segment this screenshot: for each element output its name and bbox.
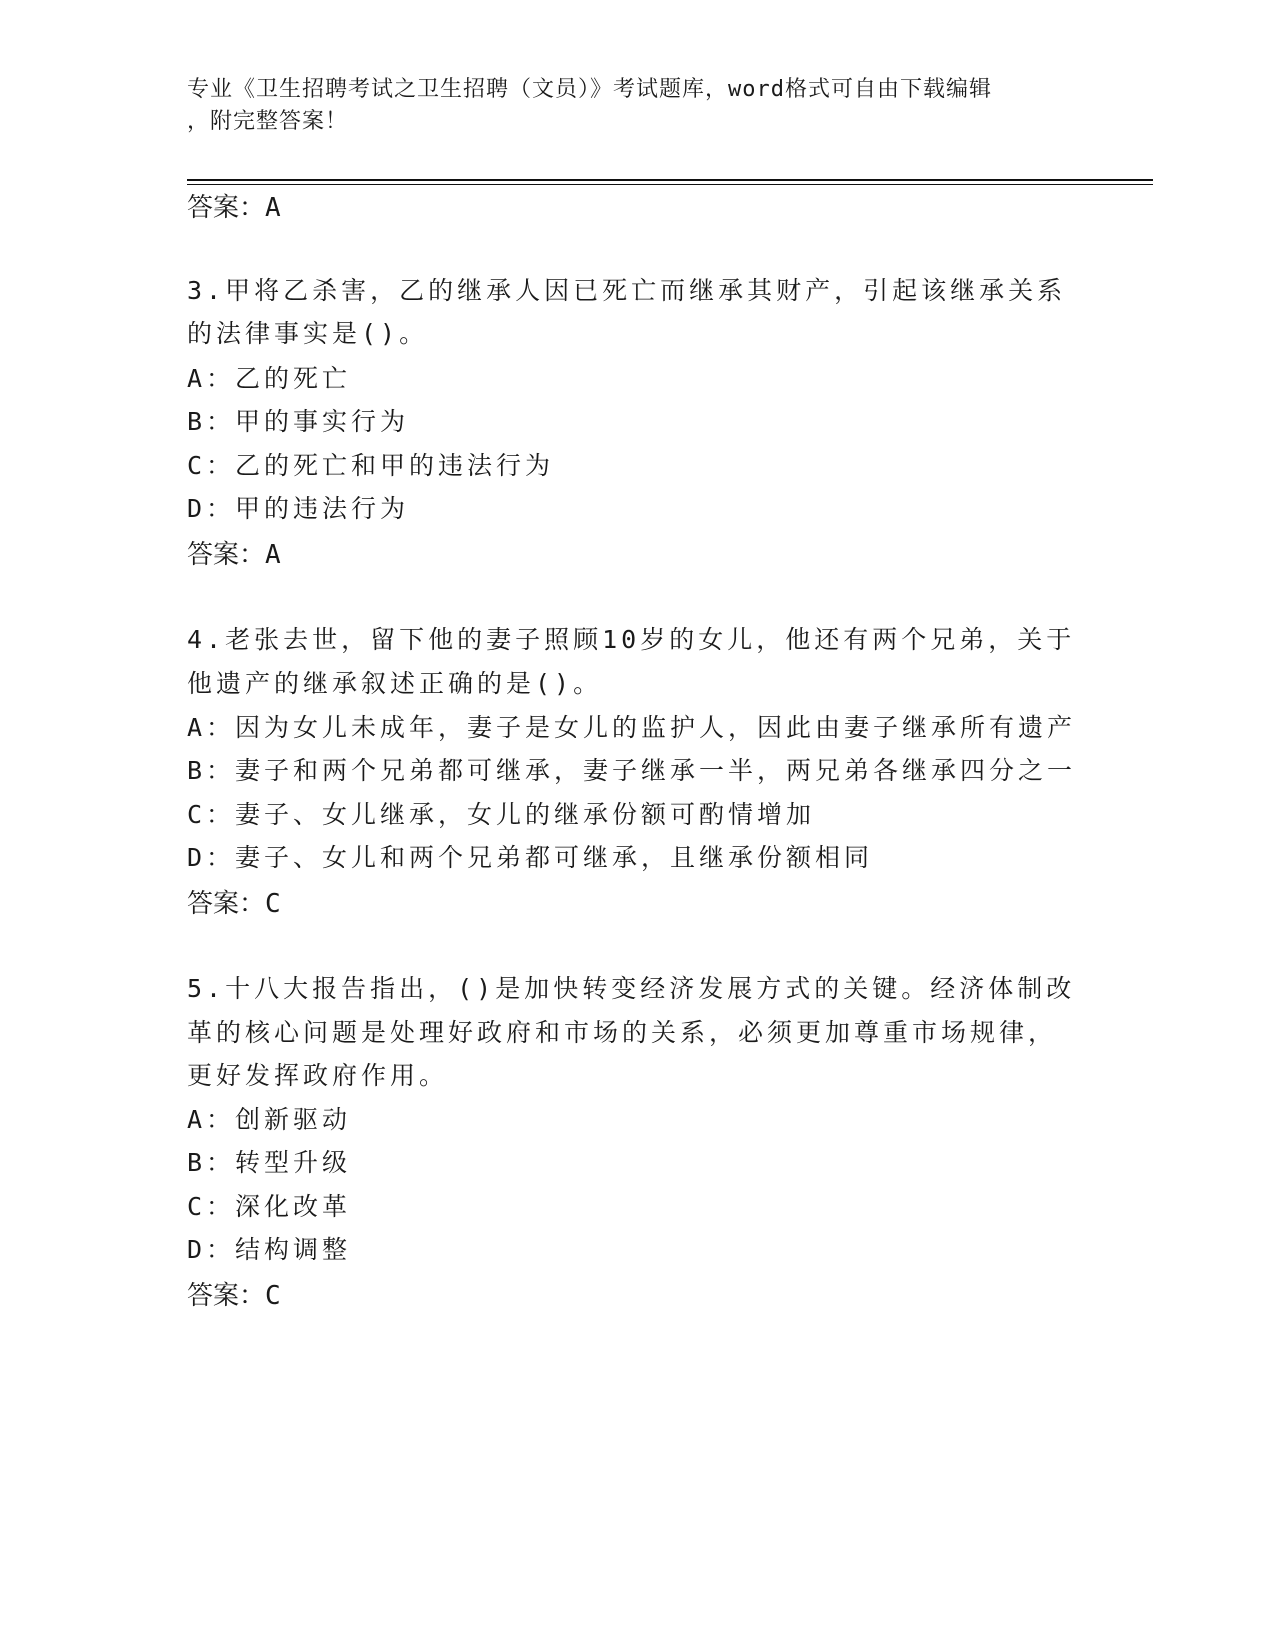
- question-5-option-d: D：结构调整: [187, 1235, 352, 1264]
- question-4-answer: [187, 889, 281, 919]
- question-5-answer: [187, 1281, 281, 1311]
- answer-label: 答案：: [187, 889, 266, 919]
- question-5-stem-line-2: 革的核心问题是处理好政府和市场的关系，必须更加尊重市场规律，: [187, 1018, 1058, 1047]
- header-line-2: ，附完整答案！: [187, 109, 349, 134]
- question-4-stem-line-2: 他遗产的继承叙述正确的是()。: [187, 669, 603, 698]
- answer-line-prev: [187, 193, 281, 223]
- question-4-option-b: B：妻子和两个兄弟都可继承，妻子继承一半，两兄弟各继承四分之一: [187, 756, 1077, 785]
- answer-value: A: [265, 193, 281, 223]
- question-3-answer: [187, 540, 281, 570]
- document-header: [187, 74, 1067, 138]
- question-3-stem-line-1: 3.甲将乙杀害，乙的继承人因已死亡而继承其财产，引起该继承关系: [187, 276, 1067, 305]
- header-line-1: 专业《卫生招聘考试之卫生招聘（文员）》考试题库，word格式可自由下载编辑: [187, 77, 992, 102]
- question-4-option-a: A：因为女儿未成年，妻子是女儿的监护人，因此由妻子继承所有遗产: [187, 713, 1077, 742]
- question-3-option-d: D：甲的违法行为: [187, 494, 410, 523]
- question-5-stem-line-1: 5.十八大报告指出，()是加快转变经济发展方式的关键。经济体制改: [187, 974, 1076, 1003]
- question-3-stem-line-2: 的法律事实是()。: [187, 319, 429, 348]
- question-5-option-c: C：深化改革: [187, 1192, 352, 1221]
- question-4-option-d: D：妻子、女儿和两个兄弟都可继承，且继承份额相同: [187, 843, 874, 872]
- question-5-option-a: A：创新驱动: [187, 1105, 352, 1134]
- question-3-option-b: B：甲的事实行为: [187, 407, 410, 436]
- answer-label: 答案：: [187, 193, 266, 223]
- question-5-stem-line-3: 更好发挥政府作用。: [187, 1061, 449, 1090]
- question-4-stem-line-1: 4.老张去世，留下他的妻子照顾10岁的女儿，他还有两个兄弟，关于: [187, 625, 1076, 654]
- answer-value: A: [265, 540, 281, 570]
- question-3-option-c: C：乙的死亡和甲的违法行为: [187, 451, 555, 480]
- question-3-option-a: A：乙的死亡: [187, 364, 352, 393]
- answer-label: 答案：: [187, 1281, 266, 1311]
- answer-value: C: [265, 889, 281, 919]
- answer-value: C: [265, 1281, 281, 1311]
- answer-label: 答案：: [187, 540, 266, 570]
- header-rule: [187, 179, 1153, 181]
- header-rule-thin: [187, 184, 1153, 185]
- question-4-option-c: C：妻子、女儿继承，女儿的继承份额可酌情增加: [187, 800, 816, 829]
- question-5-option-b: B：转型升级: [187, 1148, 352, 1177]
